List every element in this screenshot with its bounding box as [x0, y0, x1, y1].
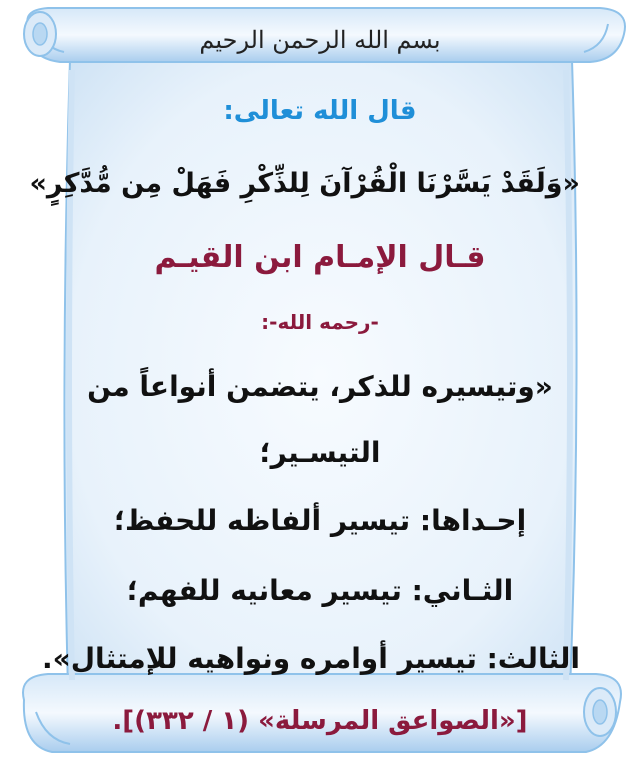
quote-line-3: إحـداها: تيسير ألفاظه للحفظ؛ [113, 504, 527, 537]
heading-allah-said: قال الله تعالى: [223, 96, 417, 126]
basmala-calligraphy: بسم الله الرحمن الرحيم [199, 26, 441, 54]
quote-line-2: التيسـير؛ [259, 436, 381, 469]
scroll-text-area [29, 0, 580, 768]
quote-line-5: الثالث: تيسير أوامره ونواهيه للإمتثال». [42, 642, 580, 675]
quote-line-1: «وتيسيره للذكر، يتضمن أنواعاً من [87, 370, 553, 403]
quran-verse: «وَلَقَدْ يَسَّرْنَا الْقُرْآنَ لِلذِّكْرِ فَهَلْ مِن مُّدَّكِرٍ» [29, 168, 580, 199]
heading-ibn-qayyim: قـال الإمـام ابن القيـم [154, 240, 486, 275]
rahimahullah-text: -رحمه الله-: [261, 310, 379, 334]
source-citation: [«الصواعق المرسلة» (١ / ٣٣٢)]. [112, 706, 528, 736]
quote-line-4: الثـاني: تيسير معانيه للفهم؛ [126, 574, 514, 607]
